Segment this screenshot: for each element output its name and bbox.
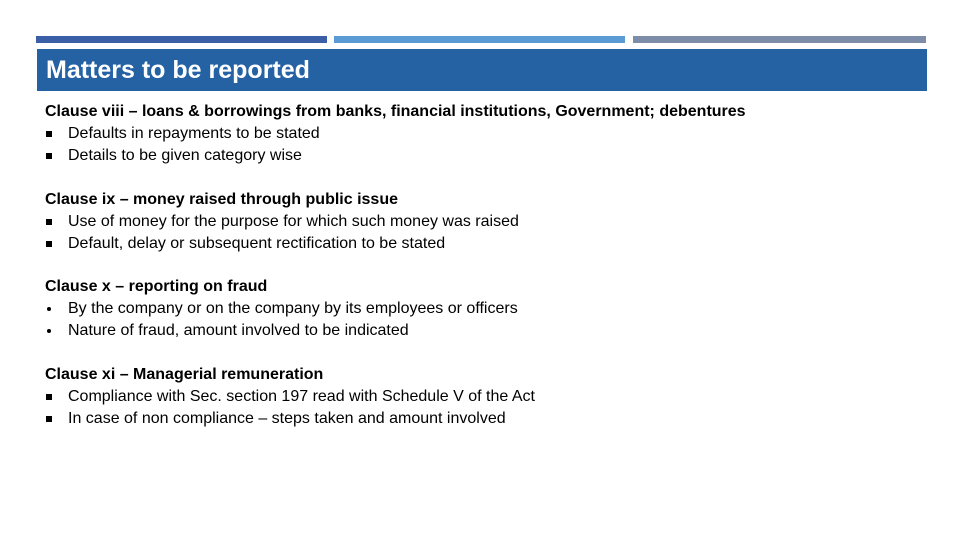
- list-item: [45, 386, 925, 408]
- accent-bar-right: [633, 36, 926, 43]
- section-heading: Clause viii – loans & borrowings from banks, financial institutions, Government; debentures: [45, 103, 746, 120]
- square-bullet-icon: [45, 233, 68, 255]
- section-heading: Clause ix – money raised through public issue: [45, 190, 398, 208]
- accent-bar-left: [36, 36, 327, 43]
- accent-bar-middle: [334, 36, 625, 43]
- list-item: [45, 298, 925, 320]
- list-item: [45, 233, 925, 255]
- title-banner: [37, 49, 927, 91]
- square-bullet-icon: [45, 408, 68, 430]
- list-item: [45, 320, 925, 342]
- list-item-text: Details to be given category wise: [68, 147, 302, 164]
- section-clause-ix: [45, 189, 925, 255]
- dot-bullet-icon: [45, 320, 68, 342]
- section-clause-viii: [45, 101, 925, 167]
- square-bullet-icon: [45, 123, 68, 145]
- list-item: [45, 145, 925, 167]
- list-item: [45, 123, 925, 145]
- square-bullet-icon: [45, 386, 68, 408]
- slide-content: [45, 101, 925, 451]
- list-item-text: In case of non compliance – steps taken and amount involved: [68, 409, 506, 427]
- list-item-text: By the company or on the company by its employees or officers: [68, 300, 518, 317]
- list-item-text: Default, delay or subsequent rectification to be stated: [68, 234, 446, 252]
- dot-bullet-icon: [45, 298, 68, 320]
- list-item-text: Nature of fraud, amount involved to be indicated: [68, 322, 409, 339]
- list-item-text: Use of money for the purpose for which such money was raised: [68, 212, 519, 230]
- square-bullet-icon: [45, 211, 68, 233]
- list-item-text: Compliance with Sec. section 197 read with Schedule V of the Act: [68, 387, 535, 405]
- list-item-text: Defaults in repayments to be stated: [68, 125, 320, 142]
- list-item: [45, 211, 925, 233]
- section-heading: Clause x – reporting on fraud: [45, 278, 268, 295]
- section-clause-x: [45, 276, 925, 342]
- section-heading: Clause xi – Managerial remuneration: [45, 365, 324, 383]
- square-bullet-icon: [45, 145, 68, 167]
- list-item: [45, 408, 925, 430]
- page-title: Matters to be reported: [46, 55, 310, 84]
- section-clause-xi: [45, 364, 925, 430]
